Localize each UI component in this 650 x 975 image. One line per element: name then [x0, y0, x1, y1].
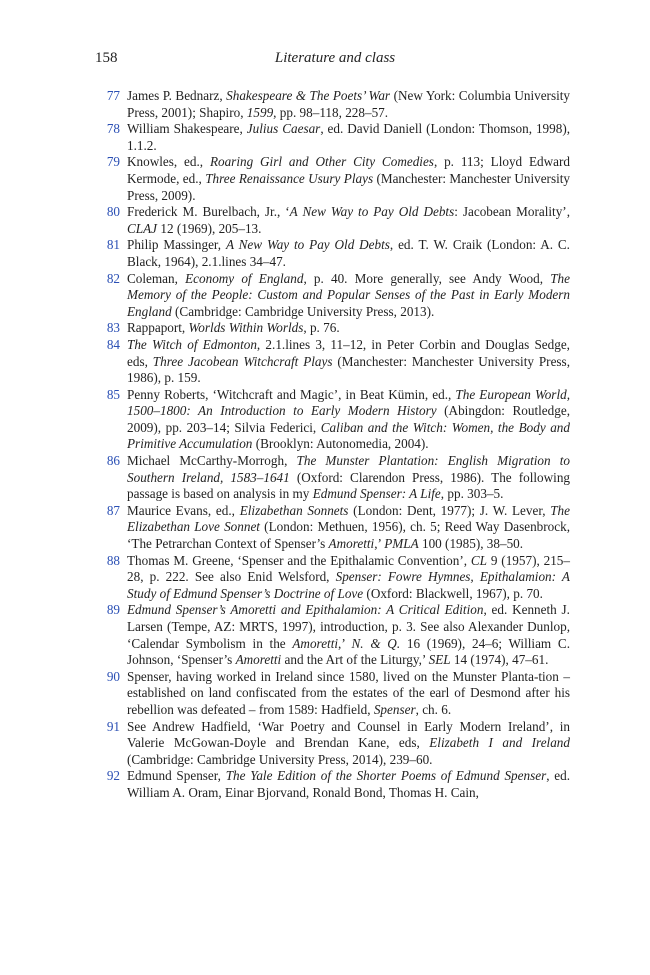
endnote-text-segment: Penny Roberts, ‘Witchcraft and Magic’, in Beat Kümin, ed.,: [127, 386, 456, 402]
endnote-text-segment: Knowles, ed.,: [127, 154, 210, 170]
endnote-number: 80: [106, 204, 120, 220]
endnote-text-segment: , p. 40. More generally, see Andy Wood,: [303, 270, 551, 286]
endnote-text-segment: Edmund Spenser,: [127, 768, 226, 784]
endnote: [98, 320, 570, 337]
endnote-text-segment: Philip Massinger,: [127, 237, 226, 253]
endnote-text: [127, 387, 570, 452]
endnote-number: 78: [106, 121, 120, 137]
endnote-text-segment: Frederick M. Burelbach, Jr., ‘: [127, 204, 290, 220]
endnote-text-segment: , ed. T. W. Craik (London: A. C. Black, 1964), 2.1.lines 34–47.: [127, 237, 570, 269]
endnote-text-segment: (Manchester: Manchester University Press, 2009).: [127, 170, 570, 203]
endnote-title-italic: Julius Caesar: [246, 121, 321, 137]
endnote-text-segment: (London: Dent, 1977); J. W. Lever,: [348, 502, 551, 518]
endnote-number: 86: [106, 453, 120, 469]
endnote-number: 81: [106, 237, 120, 253]
endnote-number: 83: [106, 320, 120, 336]
endnote: [98, 669, 570, 719]
endnote-title-italic: A New Way to Pay Old Debts: [289, 204, 455, 220]
endnote-text: [127, 271, 570, 319]
endnote-title-italic: Amoretti: [292, 635, 339, 651]
endnote-text-segment: ,’: [374, 536, 385, 552]
endnote: [98, 337, 570, 387]
endnote-text-segment: (Manchester: Manchester University Press, 1986), p. 159.: [127, 353, 570, 386]
endnote-title-italic: Three Renaissance Usury Plays: [205, 170, 374, 186]
endnote-number: 92: [106, 768, 120, 784]
endnote-text: [127, 602, 570, 667]
endnote-title-italic: The Witch of Edmonton: [127, 336, 257, 352]
endnote-text-segment: Coleman,: [127, 270, 186, 286]
endnote-title-italic: The Elizabethan Love Sonnet: [127, 502, 570, 535]
endnote-title-italic: Amoretti: [235, 652, 282, 668]
endnote: [98, 88, 570, 121]
endnote-text-segment: Rappaport,: [127, 320, 189, 336]
endnote-title-italic: N. & Q.: [351, 635, 401, 651]
endnote-text-segment: (Oxford: Blackwell, 1967), p. 70.: [363, 585, 543, 601]
endnote-text: [127, 669, 570, 717]
endnote-title-italic: Amoretti: [328, 536, 375, 552]
endnote-title-italic: CL: [470, 552, 488, 568]
endnote-text-segment: Spenser, having worked in Ireland since 1580, lived on the Munster Planta-tion –established on land confiscated from the estates of the earl of Desmond after his rebellion was defeated – from 1589: Hadfield,: [127, 668, 570, 717]
endnote-text-segment: , ed. David Daniell (London: Thomson, 1998), 1.1.2.: [127, 121, 571, 153]
endnote-text-segment: (Cambridge: Cambridge University Press, 2014), 239–60.: [127, 751, 433, 767]
endnote-title-italic: Edmund Spenser’s Amoretti and Epithalamion: A Critical Edition: [127, 602, 484, 618]
endnote-text-segment: 12 (1969), 205–13.: [157, 220, 262, 236]
endnote-text-segment: 9 (1957), 215–28, p. 222. See also Enid Welsford,: [127, 552, 570, 585]
endnote-text-segment: , pp. 303–5.: [440, 486, 504, 502]
endnote-text-segment: (London: Methuen, 1956), ch. 5; Reed Way Dasenbrock, ‘The Petrarchan Context of Spenser’s: [127, 519, 570, 552]
endnote-text-segment: , p. 76.: [303, 320, 340, 336]
endnote-text-segment: 16 (1969), 24–6; William C. Johnson, ‘Spenser’s: [127, 635, 571, 668]
endnote-title-italic: The Munster Plantation: English Migration to Southern Ireland, 1583–1641: [127, 453, 570, 485]
endnote-title-italic: Spenser: [373, 701, 416, 717]
endnote-text-segment: , ed. Kenneth J. Larsen (Tempe, AZ: MRTS, 1997), introduction, p. 3. See also Alexander Dunlop, ‘Calendar Symbolism in the: [127, 602, 570, 651]
endnote-title-italic: Spenser: Fowre Hymnes, Epithalamion: A Study of Edmund Spenser’s Doctrine of Love: [127, 569, 570, 601]
endnote-number: 79: [106, 154, 120, 170]
endnote-text-segment: Thomas M. Greene, ‘Spenser and the Epithalamic Convention’,: [127, 552, 471, 568]
endnote-title-italic: SEL: [428, 652, 451, 668]
endnote-text-segment: See Andrew Hadfield, ‘War Poetry and Counsel in Early Modern Ireland’, in Valerie McGowan-Doyle and Brendan Kane, eds,: [127, 718, 570, 751]
endnote-title-italic: Elizabethan Sonnets: [239, 502, 349, 518]
endnote-number: 90: [106, 668, 120, 684]
endnote: [98, 387, 570, 453]
endnote-number: 84: [106, 336, 120, 352]
endnote-text: [127, 88, 570, 120]
endnote: [98, 602, 570, 668]
endnote: [98, 553, 570, 603]
endnote-text: [127, 204, 570, 236]
endnote-title-italic: Three Jacobean Witchcraft Plays: [152, 353, 333, 369]
endnote-text-segment: (Abingdon: Routledge, 2009), pp. 203–14; Silvia Federici,: [127, 403, 570, 435]
endnote-text: [127, 768, 570, 800]
endnote-text: [127, 719, 570, 767]
endnote: [98, 271, 570, 321]
endnote-title-italic: Economy of England: [185, 270, 304, 286]
endnote-text-segment: , p. 113; Lloyd Edward Kermode, ed.,: [127, 154, 570, 186]
endnote-text-segment: : Jacobean Morality’,: [454, 204, 570, 220]
endnote: [98, 121, 570, 154]
endnote-number: 89: [106, 602, 120, 618]
endnote-title-italic: A New Way to Pay Old Debts: [225, 237, 390, 253]
endnote: [98, 204, 570, 237]
endnote-title-italic: Caliban and the Witch: Women, the Body and Primitive Accumulation: [127, 419, 570, 452]
endnote-number: 88: [106, 552, 120, 568]
endnote: [98, 154, 570, 204]
endnote-text-segment: and the Art of the Liturgy,’: [281, 652, 429, 668]
page-number: 158: [95, 50, 118, 66]
endnote: [98, 503, 570, 553]
endnote-title-italic: Shakespeare & The Poets’ War: [226, 88, 391, 103]
endnote-number: 91: [106, 718, 120, 734]
endnote-title-italic: The European World, 1500–1800: An Introduction to Early Modern History: [127, 386, 570, 419]
endnote-title-italic: The Yale Edition of the Shorter Poems of Edmund Spenser: [225, 768, 547, 784]
endnote-text: [127, 503, 570, 551]
endnote-number: 82: [106, 270, 120, 286]
endnote-text-segment: , ed. William A. Oram, Einar Bjorvand, Ronald Bond, Thomas H. Cain,: [127, 768, 570, 800]
endnote-text-segment: Maurice Evans, ed.,: [127, 502, 240, 518]
endnote-number: 85: [106, 386, 120, 402]
endnote-text: [127, 154, 570, 202]
endnote-text: [127, 237, 570, 269]
endnote-title-italic: The Memory of the People: Custom and Popular Senses of the Past in Early Modern England: [127, 270, 570, 319]
endnote-text-segment: (New York: Columbia University Press, 2001); Shapiro,: [127, 88, 570, 120]
endnote-text: [127, 453, 570, 501]
running-head: Literature and class: [274, 50, 396, 66]
endnote-number: 77: [106, 88, 120, 103]
endnote-text-segment: William Shakespeare,: [127, 121, 247, 137]
endnote-title-italic: CLAJ: [127, 220, 158, 236]
endnote-text-segment: (Brooklyn: Autonomedia, 2004).: [252, 436, 429, 452]
page-header: [95, 50, 575, 74]
endnote-title-italic: Elizabeth I and Ireland: [429, 735, 570, 751]
endnote-text: [127, 553, 570, 601]
endnote-text-segment: , 2.1.lines 3, 11–12, in Peter Corbin and Douglas Sedge, eds,: [127, 336, 570, 369]
endnote: [98, 453, 570, 503]
endnote-title-italic: PMLA: [384, 536, 419, 552]
endnote-text-segment: ,’: [338, 635, 352, 651]
endnote: [98, 719, 570, 769]
endnote-title-italic: Edmund Spenser: A Life: [312, 486, 441, 502]
endnote: [98, 237, 570, 270]
endnotes-list: [98, 88, 570, 802]
endnote-text-segment: , pp. 98–118, 228–57.: [273, 104, 389, 120]
endnote-title-italic: Worlds Within Worlds: [188, 320, 304, 336]
endnote: [98, 768, 570, 801]
endnote-text-segment: (Oxford: Clarendon Press, 1986). The following passage is based on analysis in my: [127, 469, 571, 502]
endnote-text-segment: James P. Bednarz,: [127, 88, 227, 103]
endnote-text: [127, 320, 340, 335]
endnote-text-segment: , ch. 6.: [415, 701, 452, 717]
endnote-title-italic: Roaring Girl and Other City Comedies: [209, 154, 434, 170]
endnote-text: [127, 337, 570, 385]
endnote-text-segment: Michael McCarthy-Morrogh,: [127, 453, 297, 469]
endnote-title-italic: 1599: [246, 104, 274, 120]
endnote-text: [127, 121, 570, 153]
endnote-text-segment: (Cambridge: Cambridge University Press, 2013).: [171, 303, 435, 319]
endnote-text-segment: 14 (1974), 47–61.: [450, 652, 549, 668]
endnote-text-segment: 100 (1985), 38–50.: [418, 536, 524, 552]
endnote-number: 87: [106, 502, 120, 518]
